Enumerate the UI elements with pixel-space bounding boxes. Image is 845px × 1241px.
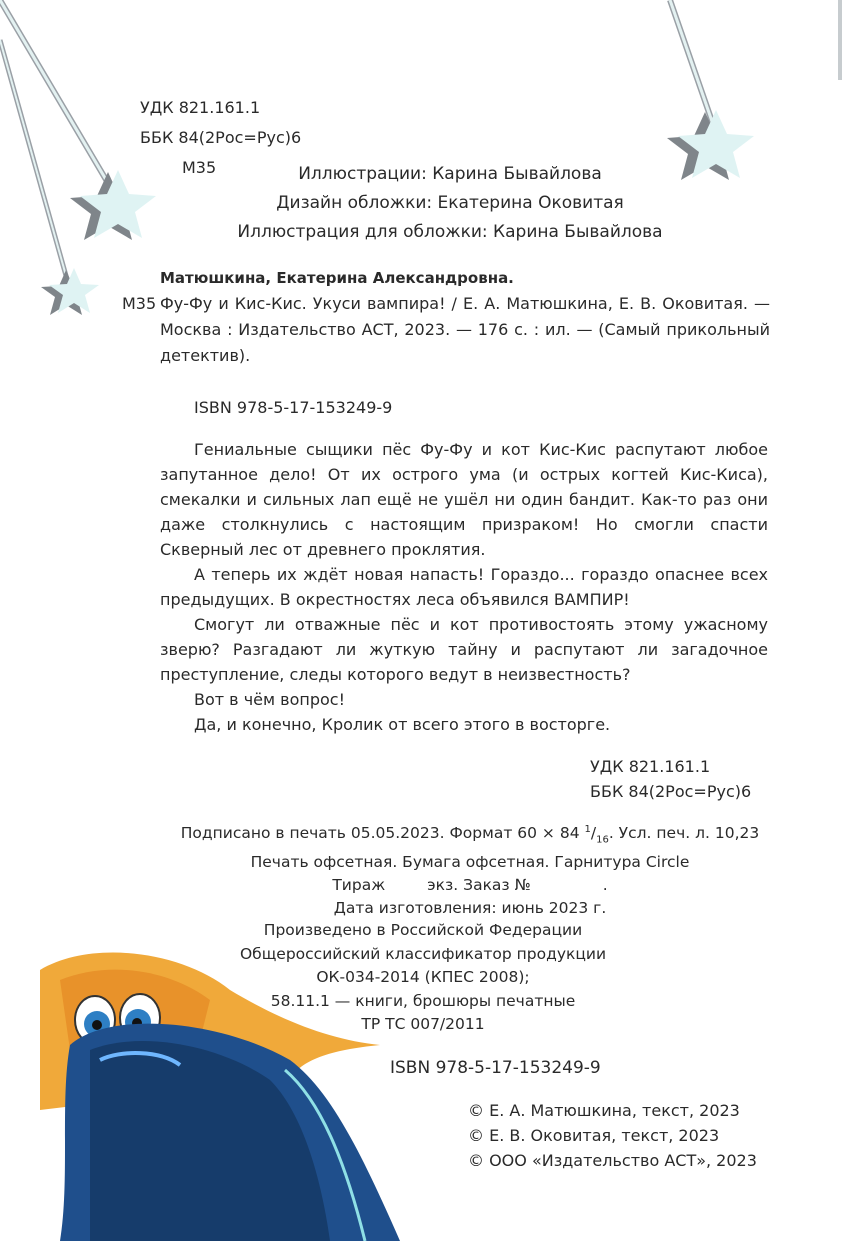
copyright-line: © ООО «Издательство АСТ», 2023 <box>468 1151 757 1170</box>
credit-cover-design: Дизайн обложки: Екатерина Оковитая <box>276 193 624 213</box>
production-info <box>213 919 633 1037</box>
annotation-paragraph: А теперь их ждёт новая напасть! Гораздо... гораздо опаснее всех предыдущих. В окрестностях леса объявился ВАМПИР! <box>160 565 768 609</box>
annotation-paragraph: Гениальные сыщики пёс Фу-Фу и кот Кис-Кис распутают любое запутанное дело! От их острого ума (и острых когтей Кис-Киса), смекалки и сильных лап ещё не ушёл ни один бандит. Как-то раз они даже столкнулись с настоящим призраком! Но смогли спасти Скверный лес от древнего проклятия. <box>160 440 768 559</box>
star-icon <box>41 268 99 315</box>
production-line: Общероссийский классификатор продукции <box>239 944 607 963</box>
isbn-bottom: ISBN 978-5-17-153249-9 <box>390 1058 601 1078</box>
bbk-code: ББК 84(2Рос=Рус)6 <box>590 782 752 801</box>
author-heading: Матюшкина, Екатерина Александровна. <box>160 269 514 287</box>
imprint <box>120 818 820 920</box>
annotation-paragraph: Да, и конечно, Кролик от всего этого в восторге. <box>194 715 611 734</box>
bbk-code: ББК 84(2Рос=Рус)6 <box>140 128 302 147</box>
udk-code: УДК 821.161.1 <box>590 757 711 776</box>
production-line: 58.11.1 — книги, брошюры печатные <box>270 991 576 1010</box>
classification-bottom <box>590 754 751 804</box>
bibliographic-sign: М35 <box>122 294 157 313</box>
imprint-line-print: Печать офсетная. Бумага офсетная. Гарнитура Circle <box>250 853 690 872</box>
credit-illustrations: Иллюстрации: Карина Бывайлова <box>298 164 602 184</box>
bibliographic-description: Фу-Фу и Кис-Кис. Укуси вампира! / Е. А. Матюшкина, Е. В. Оковитая. — Москва : Издательство АСТ, 2023. — 176 с. : ил. — (Самый прикольный детектив). <box>160 294 770 365</box>
isbn-top: ISBN 978-5-17-153249-9 <box>194 398 393 417</box>
annotation-paragraph: Смогут ли отважные пёс и кот противостоять этому ужасному зверю? Разгадают ли жуткую тайну и распутают ли загадочное преступление, следы которого ведут в неизвестность? <box>160 615 768 684</box>
udk-code: УДК 821.161.1 <box>140 98 261 117</box>
production-line: ОК-034-2014 (КПЕС 2008); <box>316 968 530 986</box>
imprint-line-date: Дата изготовления: июнь 2023 г. <box>333 899 607 918</box>
production-line: Произведено в Российской Федерации <box>263 921 583 939</box>
author-sign: М35 <box>182 158 217 177</box>
production-line: ТР ТС 007/2011 <box>361 1015 485 1033</box>
annotation <box>160 437 768 737</box>
annotation-paragraph: Вот в чём вопрос! <box>194 690 345 709</box>
copyright-line: © Е. А. Матюшкина, текст, 2023 <box>468 1101 740 1120</box>
imprint-line-format: Подписано в печать 05.05.2023. Формат 60 × 84 $^1/_{16}$. Усл. печ. л. 10,23 <box>180 824 760 846</box>
credit-cover-illustration: Иллюстрация для обложки: Карина Бывайлова <box>237 222 663 242</box>
copyright-line: © Е. В. Оковитая, текст, 2023 <box>468 1126 720 1145</box>
copyrights <box>468 1098 757 1173</box>
imprint-line-run: Тираж экз. Заказ № . <box>332 876 608 895</box>
credits <box>170 160 730 247</box>
